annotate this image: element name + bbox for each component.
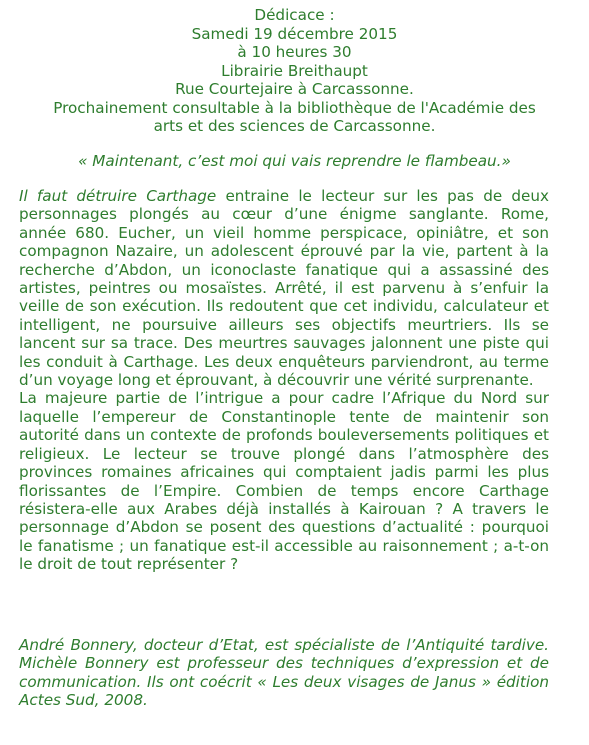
header-line-library-1: Prochainement consultable à la bibliothèque de l'Académie des (53, 98, 536, 117)
book-summary (19, 187, 549, 574)
header-line-dedication: Dédicace : (254, 6, 335, 24)
authors-bio: André Bonnery, docteur d’Etat, est spécialiste de l’Antiquité tardive. Michèle Bonnery est professeur des techniques d’expression et de communication. Ils ont coécrit « Les deux visages de Janus » édition Actes Sud, 2008. (19, 636, 549, 710)
header-line-street: Rue Courtejaire à Carcassonne. (175, 80, 414, 98)
summary-paragraph-1 (19, 187, 549, 389)
dedication-header (0, 6, 589, 136)
book-title: Il faut détruire Carthage (19, 187, 217, 205)
book-quote: « Maintenant, c’est moi qui vais reprendre le flambeau.» (78, 152, 511, 170)
summary-paragraph-1-text: entraine le lecteur sur les pas de deux personnages plongés au cœur d’une énigme sanglante. Rome, année 680. Eucher, un vieil homme perspicace, opiniâtre, et son compagnon Nazaire, un adolescent éprouvé par la vie, partent à la recherche d’Abdon, un iconoclaste fanatique qui a assassiné des artistes, peintres ou mosaïstes. Arrêté, il est parvenu à s’enfuir la veille de son exécution. Ils redoutent que cet individu, calculateur et intelligent, ne poursuive ailleurs ses objectifs meurtriers. Ils se lancent sur sa trace. Des meurtres sauvages jalonnent une piste qui les conduit à Carthage. Les deux enquêteurs parviendront, au terme d’un voyage long et éprouvant, à découvrir une vérité surprenante. (19, 187, 549, 390)
header-line-library-2: arts et des sciences de Carcassonne. (153, 117, 436, 135)
summary-paragraph-2: La majeure partie de l’intrigue a pour cadre l’Afrique du Nord sur laquelle l’empereur de Constantinople tente de maintenir son autorité dans un contexte de profonds bouleversements politiques et religieux. Le lecteur se trouve plongé dans l’atmosphère des provinces romaines africaines qui comptaient jadis parmi les plus florissantes de l’Empire. Combien de temps encore Carthage résistera-elle aux Arabes déjà installés à Kairouan ? A travers le personnage d’Abdon se posent des questions d’actualité : pourquoi le fanatisme ; un fanatique est-il accessible au raisonnement ; a-t-on le droit de tout représenter ? (19, 389, 549, 574)
header-line-time: à 10 heures 30 (237, 43, 352, 61)
header-line-date: Samedi 19 décembre 2015 (191, 24, 398, 43)
header-line-bookshop: Librairie Breithaupt (221, 61, 368, 80)
